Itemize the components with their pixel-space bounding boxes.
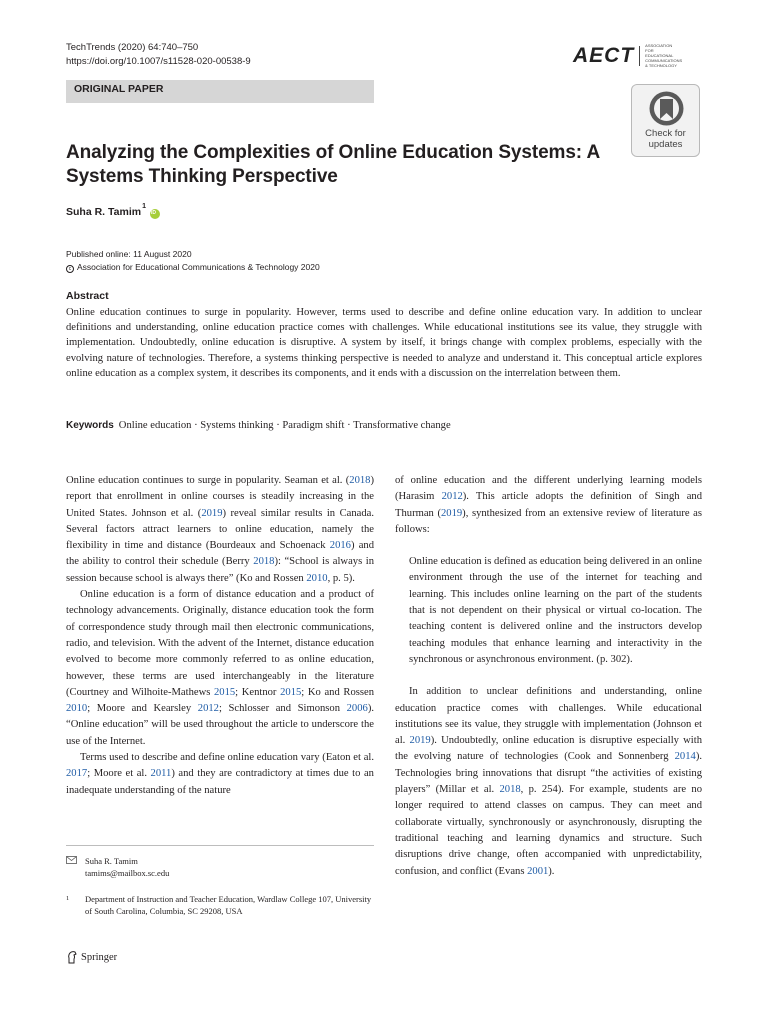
citation-link[interactable]: 2010 bbox=[66, 703, 88, 715]
citation-link[interactable]: 2001 bbox=[527, 865, 549, 877]
contact-email[interactable]: tamims@mailbox.sc.edu bbox=[85, 868, 170, 878]
aect-logo bbox=[573, 43, 683, 68]
publisher-logo bbox=[66, 951, 117, 964]
published-date: Published online: 11 August 2020 bbox=[66, 249, 192, 259]
text-run: ). Technologies bring innovations that disrupt “the activities of existing players” (Millar et al. bbox=[395, 751, 702, 796]
text-run: ). This article adopts the definition of Singh and Thurman ( bbox=[395, 491, 702, 519]
copyright-text: Association for Educational Communications & Technology 2020 bbox=[77, 262, 320, 272]
text-run: of online education and the different underlying learning models (Harasim bbox=[395, 475, 702, 503]
text-run: Online education is a form of distance education and a product of technology advancements. Originally, distance education took the form of correspondence study through mail then electronic communications, radio, and television. With the advent of the Internet, distance education evolved to become more commonly referred to as online education, however, these terms are used interchangeably in the literature (Courtney and Wilhoite-Mathews bbox=[66, 589, 374, 698]
citation-link[interactable]: 2018 bbox=[253, 556, 275, 568]
text-run: ; Kentnor bbox=[235, 686, 281, 698]
abstract-text: Online education continues to surge in popularity. However, terms used to describe and define online education vary. In addition to unclear definitions and understanding, online education practice comes with challenges. While educational institutions see its value, they struggle with implementation. Undoubtedly, online education is disruptive. A system by itself, it brings change with complex problems, especially with the evolving nature of technologies. Therefore, a systems thinking perspective is needed to analyze and understand it. This conceptual article explores online education as a complex system, it describes its components, and it ends with a discussion on the interrelation between them. bbox=[66, 307, 702, 379]
affiliation-number: 1 bbox=[66, 895, 70, 902]
keywords-list: Online education · Systems thinking · Paradigm shift · Transformative change bbox=[118, 420, 451, 431]
text-run: ), synthesized from an extensive review of literature as follows: bbox=[395, 507, 702, 535]
springer-horse-icon bbox=[66, 951, 78, 964]
copyright-line bbox=[66, 261, 320, 274]
text-run: ; Moore and Kearsley bbox=[87, 703, 198, 715]
citation-link[interactable]: 2015 bbox=[213, 686, 236, 698]
body-column-right bbox=[395, 473, 702, 880]
text-run: ) report that enrollment in online courses is steadily increasing in the United States. Johnson et al. ( bbox=[66, 475, 374, 519]
keywords-line bbox=[66, 420, 451, 431]
text-run: ). bbox=[548, 865, 555, 877]
citation-link[interactable]: 2010 bbox=[306, 572, 328, 584]
text-run: , p. 254). For example, students are no longer required to attend classes on campus. They can meet and collaborate virtually, synchronously or asynchronously, disrupting the traditional teaching and learning dynamics and structure. Such disruptions drive change, often accompanied with unpredictability, confusion, and conflict (Evans bbox=[395, 784, 702, 877]
abstract-heading: Abstract bbox=[66, 290, 109, 302]
citation-link[interactable]: 2018 bbox=[349, 475, 371, 486]
journal-citation: TechTrends (2020) 64:740–750 bbox=[66, 42, 199, 53]
text-run: ; Schlosser and Simonson bbox=[218, 703, 347, 715]
publication-info bbox=[66, 248, 320, 274]
text-run: ) and they are contradictory at times due to an inadequate understanding of the nature bbox=[66, 768, 374, 796]
section-label: ORIGINAL PAPER bbox=[74, 83, 164, 95]
copyright-icon: c bbox=[66, 265, 74, 273]
contact-footnote bbox=[66, 855, 374, 879]
envelope-icon bbox=[66, 855, 85, 879]
citation-link[interactable]: 2011 bbox=[150, 768, 172, 780]
text-run: ) and the ability to control their schedule (Berry bbox=[66, 540, 374, 568]
text-run: Online education continues to surge in popularity. Seaman et al. ( bbox=[66, 475, 350, 486]
aect-logo-text: AECT bbox=[573, 43, 635, 67]
orcid-icon[interactable] bbox=[150, 209, 160, 219]
citation-link[interactable]: 2006 bbox=[346, 703, 368, 715]
affiliation-mark: 1 bbox=[142, 203, 146, 210]
text-run: In addition to unclear definitions and understanding, online education practice comes with challenges. While educational institutions see its value, they struggle with implementation (Johnson et al. bbox=[395, 686, 702, 747]
publisher-name: Springer bbox=[81, 952, 118, 963]
footnote-divider bbox=[66, 845, 374, 846]
text-run: ): “School is always in session because school is always there” (Ko and Rossen bbox=[66, 556, 374, 584]
citation-link[interactable]: 2014 bbox=[674, 751, 696, 763]
citation-link[interactable]: 2018 bbox=[499, 784, 521, 796]
affiliation-footnote bbox=[66, 893, 374, 917]
body-column-left bbox=[66, 473, 374, 799]
paragraph bbox=[66, 587, 374, 750]
journal-reference bbox=[66, 41, 251, 69]
affiliation-text: Department of Instruction and Teacher Education, Wardlaw College 107, University of South Carolina, Columbia, SC 29208, USA bbox=[85, 894, 372, 916]
check-for-updates-badge[interactable] bbox=[631, 84, 700, 157]
paragraph bbox=[395, 684, 702, 880]
contact-name: Suha R. Tamim bbox=[85, 856, 138, 866]
citation-link[interactable]: 2016 bbox=[329, 540, 351, 552]
logo-divider bbox=[639, 46, 640, 66]
text-run: ; Ko and Rossen bbox=[301, 686, 374, 698]
citation-link[interactable]: 2017 bbox=[66, 768, 88, 780]
text-run: ; Moore et al. bbox=[87, 768, 151, 780]
article-title: Analyzing the Complexities of Online Education Systems: A Systems Thinking Perspective bbox=[66, 142, 600, 187]
citation-link[interactable]: 2019 bbox=[201, 507, 223, 519]
footnotes bbox=[66, 855, 374, 917]
bookmark-icon bbox=[648, 90, 685, 127]
doi-link[interactable]: https://doi.org/10.1007/s11528-020-00538-9 bbox=[66, 56, 251, 67]
keywords-label: Keywords bbox=[66, 420, 114, 431]
paragraph bbox=[66, 750, 374, 799]
block-quote: Online education is defined as education being delivered in an online environment through the use of the internet for teaching and learning. This includes online learning on the part of the students that is not dependent on their physical or virtual co-location. The teaching content is delivered online and the instructors develop teaching modules that enhance learning and interactivity in the synchronous or asynchronous environment. (p. 302). bbox=[409, 556, 702, 665]
citation-link[interactable]: 2019 bbox=[409, 735, 431, 747]
check-updates-label: Check for updates bbox=[645, 128, 686, 150]
citation-link[interactable]: 2012 bbox=[441, 491, 463, 503]
author-line bbox=[66, 203, 160, 219]
citation-link[interactable]: 2015 bbox=[280, 686, 302, 698]
aect-logo-subtext: ASSOCIATION FOR EDUCATIONAL COMMUNICATIONS & TECHNOLOGY bbox=[645, 43, 683, 68]
paragraph bbox=[66, 473, 374, 587]
section-banner bbox=[66, 80, 374, 103]
author-name[interactable]: Suha R. Tamim bbox=[66, 206, 142, 218]
text-run: ) reveal similar results in Canada. Several factors attract learners to online education, namely the flexibility in time and distance (Bourdeaux and Schoenack bbox=[66, 507, 374, 552]
citation-link[interactable]: 2019 bbox=[440, 507, 463, 519]
paragraph bbox=[395, 473, 702, 538]
text-run: ). Undoubtedly, online education is disruptive especially with the evolving nature of technologies (Cook and Sonnenberg bbox=[395, 735, 702, 763]
text-run: , p. 5). bbox=[327, 572, 355, 584]
text-run: Terms used to describe and define online education vary (Eaton et al. bbox=[80, 752, 374, 764]
text-run: ). “Online education” will be used throughout the article to underscore the use of the Internet. bbox=[66, 703, 374, 747]
citation-link[interactable]: 2012 bbox=[197, 703, 219, 715]
